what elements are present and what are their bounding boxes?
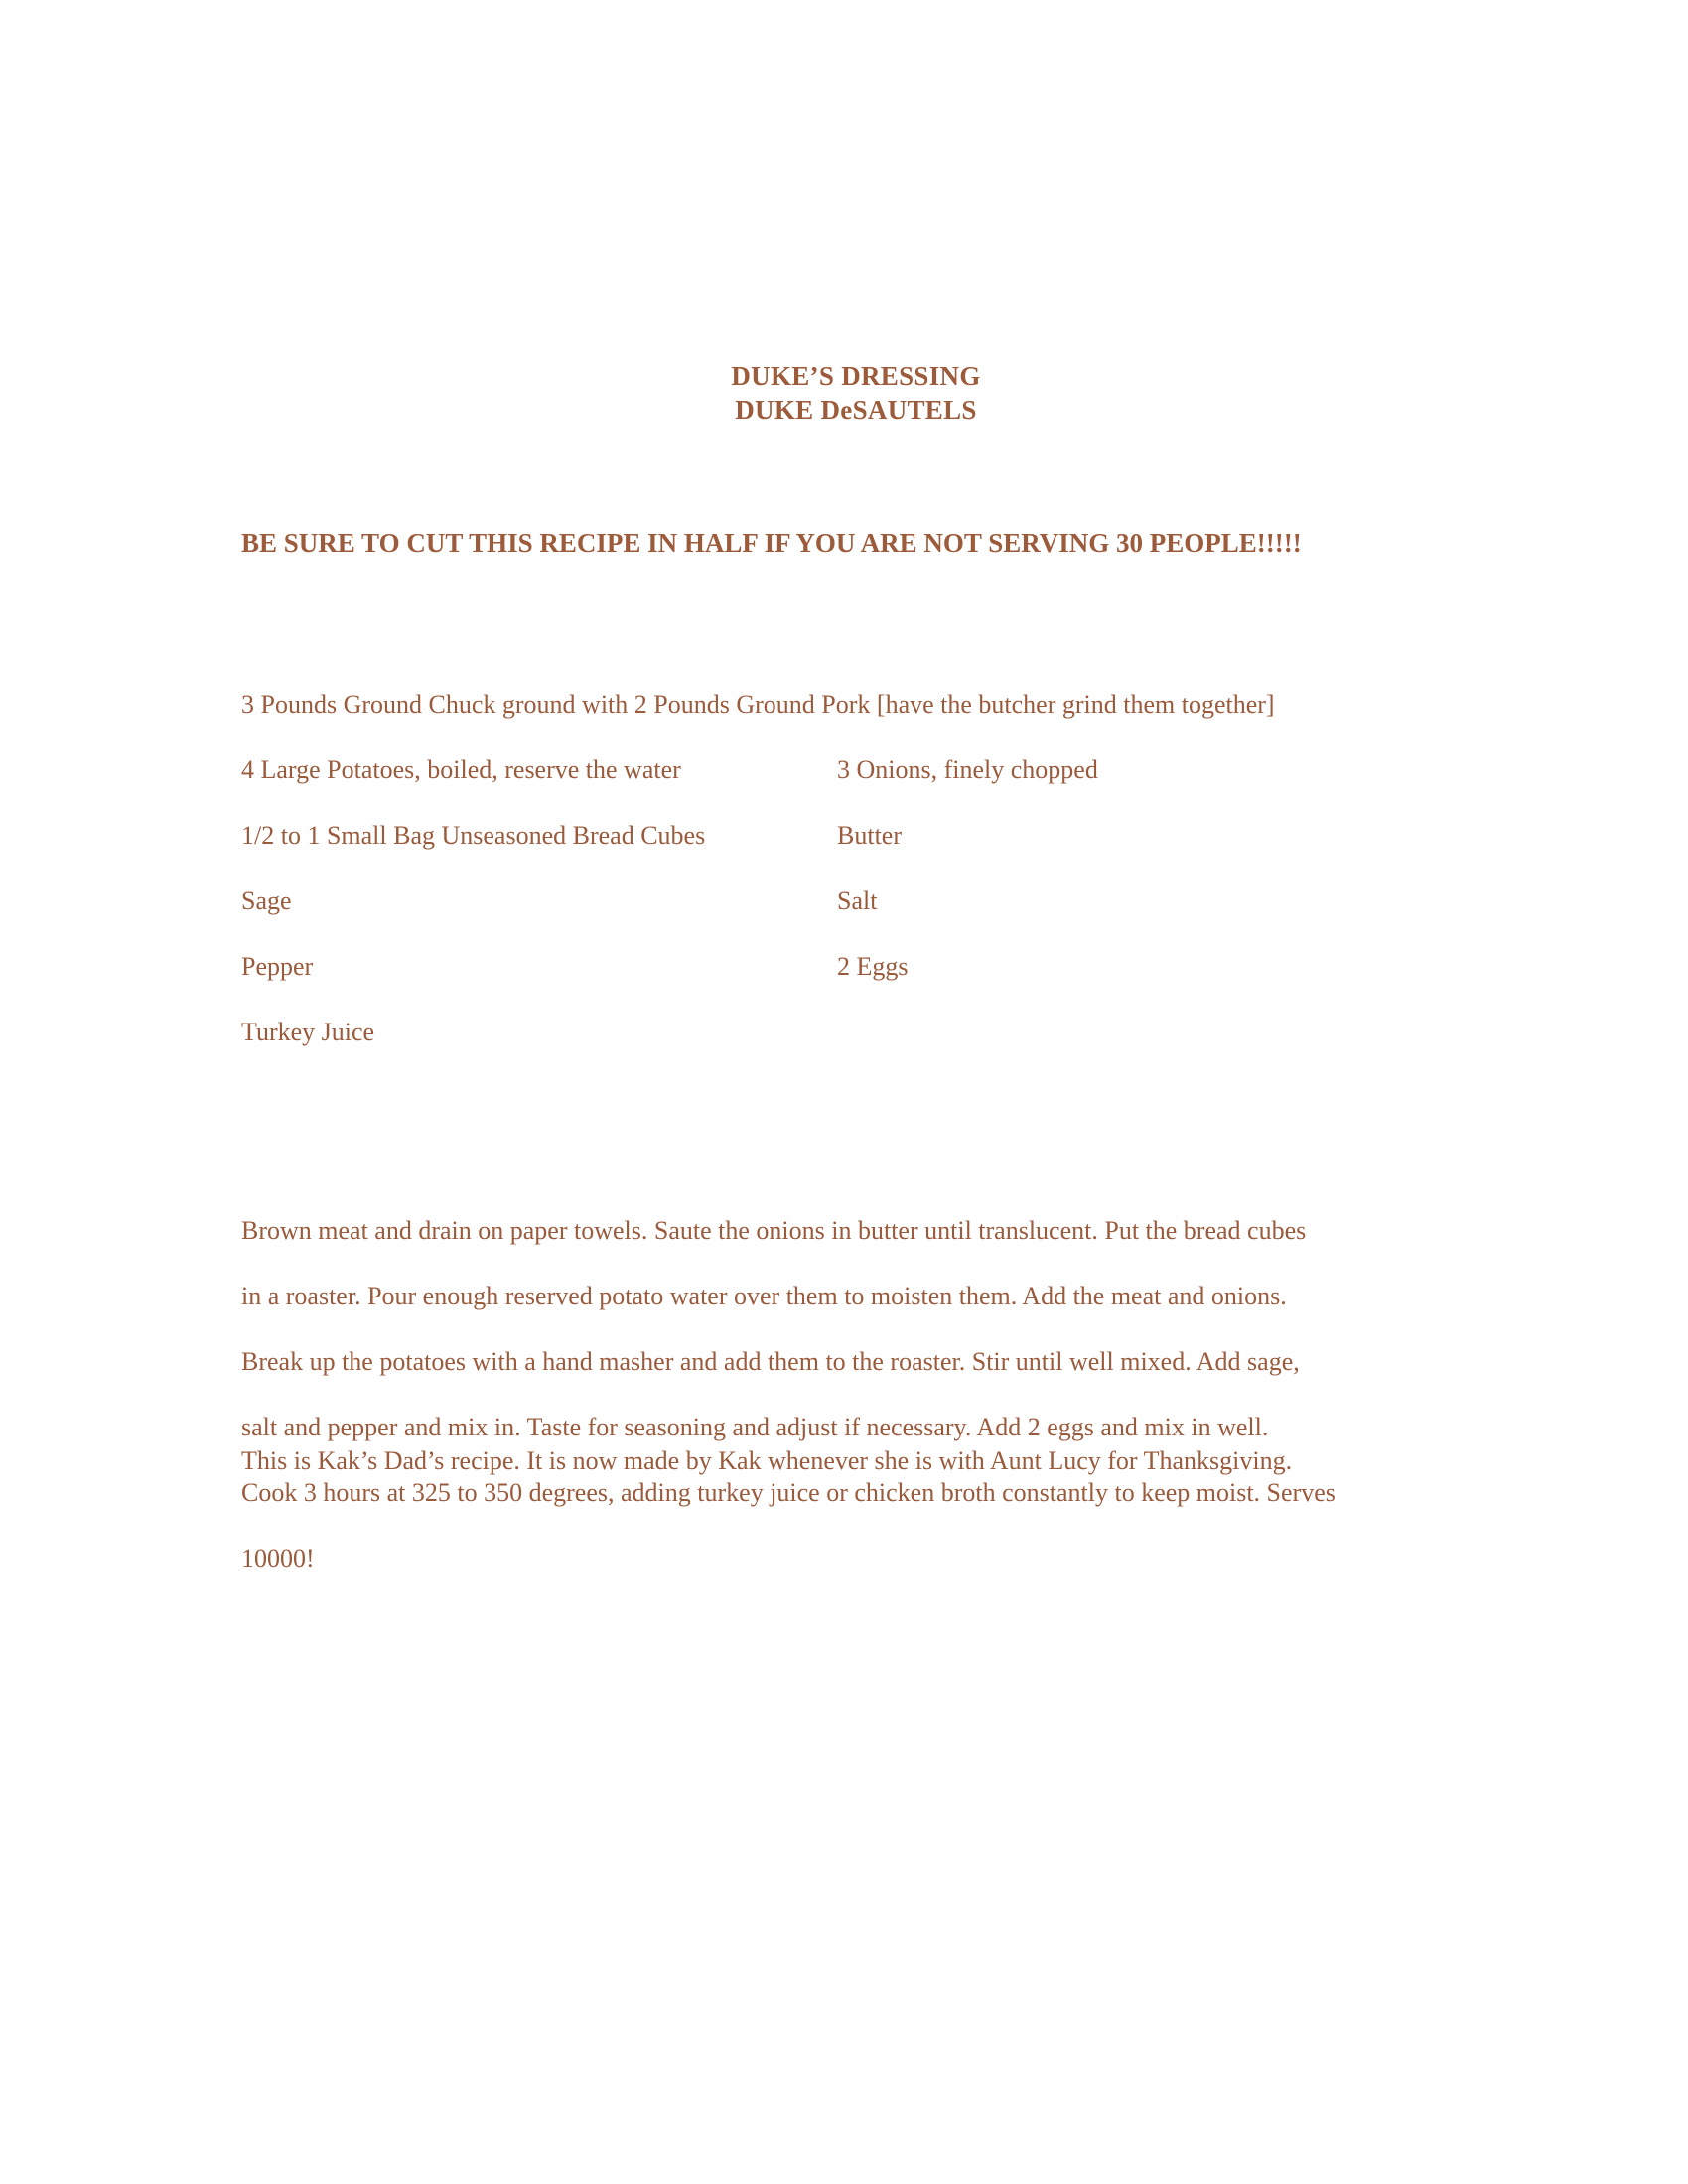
instructions-line: Break up the potatoes with a hand masher and add them to the roaster. Stir until well mixed. Add sage, [241, 1347, 1300, 1376]
ingredient-potatoes: 4 Large Potatoes, boiled, reserve the water [241, 755, 681, 784]
instructions [241, 1181, 1453, 1607]
ingredient-row [241, 950, 1433, 984]
ingredients-list [241, 688, 1433, 1049]
ingredient-row [241, 819, 1433, 853]
recipe-author: DUKE DeSAUTELS [735, 395, 977, 425]
ingredient-pepper: Pepper [241, 952, 314, 981]
ingredient-onions: 3 Onions, finely chopped [837, 755, 1098, 784]
ingredient-bread-cubes: 1/2 to 1 Small Bag Unseasoned Bread Cubes [241, 821, 706, 850]
ingredient-turkey-juice: Turkey Juice [241, 1018, 375, 1046]
recipe-header [0, 359, 1688, 427]
ingredient-row [241, 753, 1433, 787]
ingredient-salt: Salt [837, 887, 878, 915]
instructions-line: 10000! [241, 1544, 315, 1572]
recipe-title: DUKE’S DRESSING [731, 361, 981, 391]
ingredient-sage: Sage [241, 887, 292, 915]
ingredient-row [241, 1016, 1433, 1049]
instructions-line: Cook 3 hours at 325 to 350 degrees, adding turkey juice or chicken broth constantly to keep moist. Serves [241, 1478, 1336, 1507]
instructions-line: Brown meat and drain on paper towels. Saute the onions in butter until translucent. Put the bread cubes [241, 1216, 1307, 1245]
instructions-line: in a roaster. Pour enough reserved potato water over them to moisten them. Add the meat and onions. [241, 1282, 1287, 1310]
servings-warning: BE SURE TO CUT THIS RECIPE IN HALF IF YOU ARE NOT SERVING 30 PEOPLE!!!!! [241, 528, 1302, 558]
ingredient-meat: 3 Pounds Ground Chuck ground with 2 Pounds Ground Pork [have the butcher grind them together] [241, 690, 1275, 719]
ingredient-row [241, 885, 1433, 918]
recipe-note: This is Kak’s Dad’s recipe. It is now made by Kak whenever she is with Aunt Lucy for Thanksgiving. [241, 1446, 1293, 1475]
ingredient-eggs: 2 Eggs [837, 952, 909, 981]
instructions-line: salt and pepper and mix in. Taste for seasoning and adjust if necessary. Add 2 eggs and mix in well. [241, 1413, 1269, 1441]
ingredient-butter: Butter [837, 821, 902, 850]
